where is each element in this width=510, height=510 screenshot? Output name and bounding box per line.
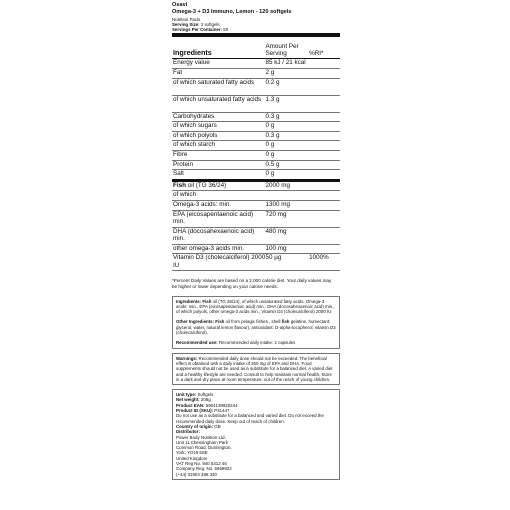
other-text-2: gelatine, humectant: glycerol, water, natural lemon flavour), antioxidant: D-alpha-tocopherol, vitamin D3 (cholecalciferol). (176, 319, 336, 336)
ingredients-text: oil (TG 36/24), of which unsaturated fatty acids, Omega-3 acids: min., EPA (eicosapentaenoic acid) min., DHA (docosahexaenoic acid) min., of which polyols, other omega-3 acids min., Vitamin D3 (cholecalciferol) 2000 IU (176, 298, 335, 315)
caution-text: Do not use as a substitute for a balanced and varied diet. Do not exceed the recommended daily dose. Keep out of reach of children. (176, 413, 324, 424)
other-fish: Fish (215, 319, 225, 325)
servings-value: 60 (223, 27, 229, 33)
col-amount: Amount Per Serving (265, 35, 309, 59)
nutrition-name: EPA (eicosapentaenoic acid) min. (172, 210, 265, 227)
product-ean-value: 5904139920244 (204, 402, 238, 408)
nutrition-table (172, 33, 340, 271)
omega-rows (172, 191, 340, 271)
unit-type-label: Unit type: (176, 392, 197, 398)
net-weight-label: Net weight: (176, 397, 200, 403)
nutrition-row (172, 244, 340, 254)
other-fish-2: fish (281, 319, 290, 325)
nutrition-ri (309, 69, 340, 79)
origin-label: Country of origin: (176, 423, 214, 429)
nutrition-ri (309, 112, 340, 122)
fish-oil-row (172, 180, 340, 191)
serving-size-label: Serving Size: (172, 22, 200, 28)
nutrition-row (172, 151, 340, 161)
product-sku-value: P41447 (213, 408, 230, 414)
nutrition-amount: 0.2 g (265, 78, 309, 95)
nutrition-amount: 50 µg (265, 254, 309, 271)
facts-title: Nutrition Facts (172, 17, 201, 23)
nutrition-ri: 1000% (309, 254, 340, 271)
serving-size-value: 2 softgels (200, 22, 220, 28)
net-weight-value: 208g (199, 397, 211, 403)
other-ingredients-paragraph (176, 319, 336, 335)
nutrition-row (172, 95, 340, 112)
nutrition-row (172, 59, 340, 69)
nutrition-ri (309, 201, 340, 211)
distributor-line: Unit 11 Chessingham Park (176, 439, 228, 445)
nutrition-ri (309, 160, 340, 170)
nutrition-ri (309, 151, 340, 161)
nutrition-ri (309, 141, 340, 151)
distributor-line: Power Body Nutrition Ltd. (176, 434, 226, 440)
nutrition-amount: 0.3 g (265, 131, 309, 141)
nutrition-ri (309, 191, 340, 201)
product-title: Omega-3 + D3 Immuno, Lemon - 120 softgels (172, 8, 292, 15)
nutrition-row (172, 210, 340, 227)
nutrition-name: of which polyols (172, 131, 265, 141)
distributor-line: VAT Reg No. 940 5412 46 (176, 461, 227, 467)
fish-oil-name-bold: Fish (173, 181, 186, 189)
nutrition-amount: 85 kJ / 21 kcal (265, 59, 309, 69)
nutrition-amount: 0 g (265, 170, 309, 181)
servings-label: Servings Per Container: (172, 27, 223, 33)
nutrition-amount: 1.3 g (265, 95, 309, 112)
recommended-use-label: Recommended use: (176, 340, 218, 346)
brand-name: Osavi (172, 2, 188, 8)
nutrition-amount (265, 191, 309, 201)
warnings-box (172, 353, 340, 385)
ingredients-paragraph (176, 299, 336, 315)
other-ingredients-label: Other Ingredients: (176, 319, 215, 325)
distributor-line: United Kingdom (176, 455, 208, 461)
nutrition-row (172, 254, 340, 271)
nutrition-row (172, 112, 340, 122)
distributor-address (176, 435, 336, 477)
ingredients-fish: Fish (202, 298, 212, 304)
ingredients-label: Ingredients: (176, 298, 202, 304)
nutrition-amount: 1300 mg (265, 201, 309, 211)
warnings-label: Warnings: (176, 355, 198, 361)
nutrition-amount: 0 g (265, 151, 309, 161)
fish-oil-name (172, 180, 265, 191)
origin-value: GB (213, 423, 221, 429)
nutrition-amount: 0 g (265, 122, 309, 132)
nutrition-header-row (172, 35, 340, 59)
nutrition-row (172, 131, 340, 141)
recommended-use-text: Recommended daily intake: 2 capsules (217, 340, 296, 346)
col-ri: %RI* (309, 35, 340, 59)
nutrition-row (172, 160, 340, 170)
nutrition-name: Carbohydrates (172, 112, 265, 122)
nutrition-row (172, 227, 340, 244)
nutrition-row (172, 78, 340, 95)
unit-type-value: Softgels (196, 392, 214, 398)
nutrition-name: of which saturated fatty acids (172, 78, 265, 95)
nutrition-row (172, 122, 340, 132)
nutrition-row (172, 191, 340, 201)
warnings-paragraph (176, 356, 336, 382)
nutrition-name: Vitamin D3 (cholecalciferol) 2000 IU (173, 254, 266, 269)
nutrition-amount: 480 mg (265, 227, 309, 244)
nutrition-amount: 0.5 g (265, 160, 309, 170)
recommended-use-paragraph (176, 340, 336, 345)
nutrition-name: Protein (172, 160, 265, 170)
nutrition-ri (309, 95, 340, 112)
fish-oil-amount: 2000 mg (265, 180, 309, 191)
nutrition-name: of which (172, 191, 265, 201)
nutrition-row (172, 141, 340, 151)
product-label (172, 2, 340, 480)
distributor-label: Distributor: (176, 429, 200, 435)
nutrition-name: of which sugars (172, 122, 265, 132)
nutrition-amount: 0.3 g (265, 112, 309, 122)
product-sku-label: Product ID (SKU): (176, 408, 214, 414)
nutrition-name: Fibre (172, 151, 265, 161)
distributor-line: Common Road, Dunnington, (176, 445, 232, 451)
nutrition-name: of which starch (172, 141, 265, 151)
nutrition-name: Omega-3 acids: min. (172, 201, 265, 211)
nutrition-ri (309, 170, 340, 181)
warnings-text: Recommended daily dose should not be exceeded. The beneficial effect is obtained with a daily intake of 250 mg of EPA and DHA. Food supplements should not be used as a substitute for a balanced diet. A varied diet and a healthy lifestyle are needed. Consult to help maintain normal health. Store in a dark and dry place at room temperature, out of the reach of young children. (176, 355, 333, 382)
product-info-box (172, 389, 340, 480)
nutrition-ri (309, 59, 340, 69)
col-ingredients: Ingredients (172, 35, 265, 59)
nutrition-amount: 0 g (265, 141, 309, 151)
nutrition-name: other omega-3 acids min. (172, 244, 265, 254)
nutrition-row (172, 201, 340, 211)
other-text-1: oil from pelagic fishes , shell (224, 319, 282, 325)
nutrition-row (172, 170, 340, 181)
nutrition-amount: 100 mg (265, 244, 309, 254)
distributor-line: York, YO19 5SE (176, 450, 208, 456)
fish-oil-ri (309, 180, 340, 191)
daily-value-footnote: *Percent Daily Values are based on a 2,000 calorie diet. Your daily values may be higher or lower depending on your calorie needs. (172, 278, 332, 289)
nutrition-name: Fat (172, 69, 265, 79)
nutrition-row (172, 69, 340, 79)
product-ean-label: Product EAN: (176, 402, 205, 408)
ingredients-box (172, 296, 340, 349)
nutrition-rows (172, 59, 340, 180)
nutrition-name: Salt (172, 170, 265, 181)
distributor-line: (+44) 01904 486 330 (176, 471, 217, 477)
nutrition-ri (309, 244, 340, 254)
fish-oil-name-rest: oil (TG 36/24) (185, 181, 227, 189)
nutrition-ri (309, 122, 340, 132)
nutrition-ri (309, 131, 340, 141)
nutrition-ri (309, 78, 340, 95)
nutrition-name: DHA (docosahexaenoic acid) min. (172, 227, 265, 244)
nutrition-name: Energy value (172, 59, 265, 69)
nutrition-amount: 2 g (265, 69, 309, 79)
nutrition-amount: 720 mg (265, 210, 309, 227)
nutrition-ri (309, 210, 340, 227)
distributor-line: Company Reg. No. 6969822 (176, 466, 232, 472)
nutrition-name: of which unsaturated fatty acids (172, 95, 265, 112)
servings-per-container (172, 27, 340, 32)
nutrition-ri (309, 227, 340, 244)
